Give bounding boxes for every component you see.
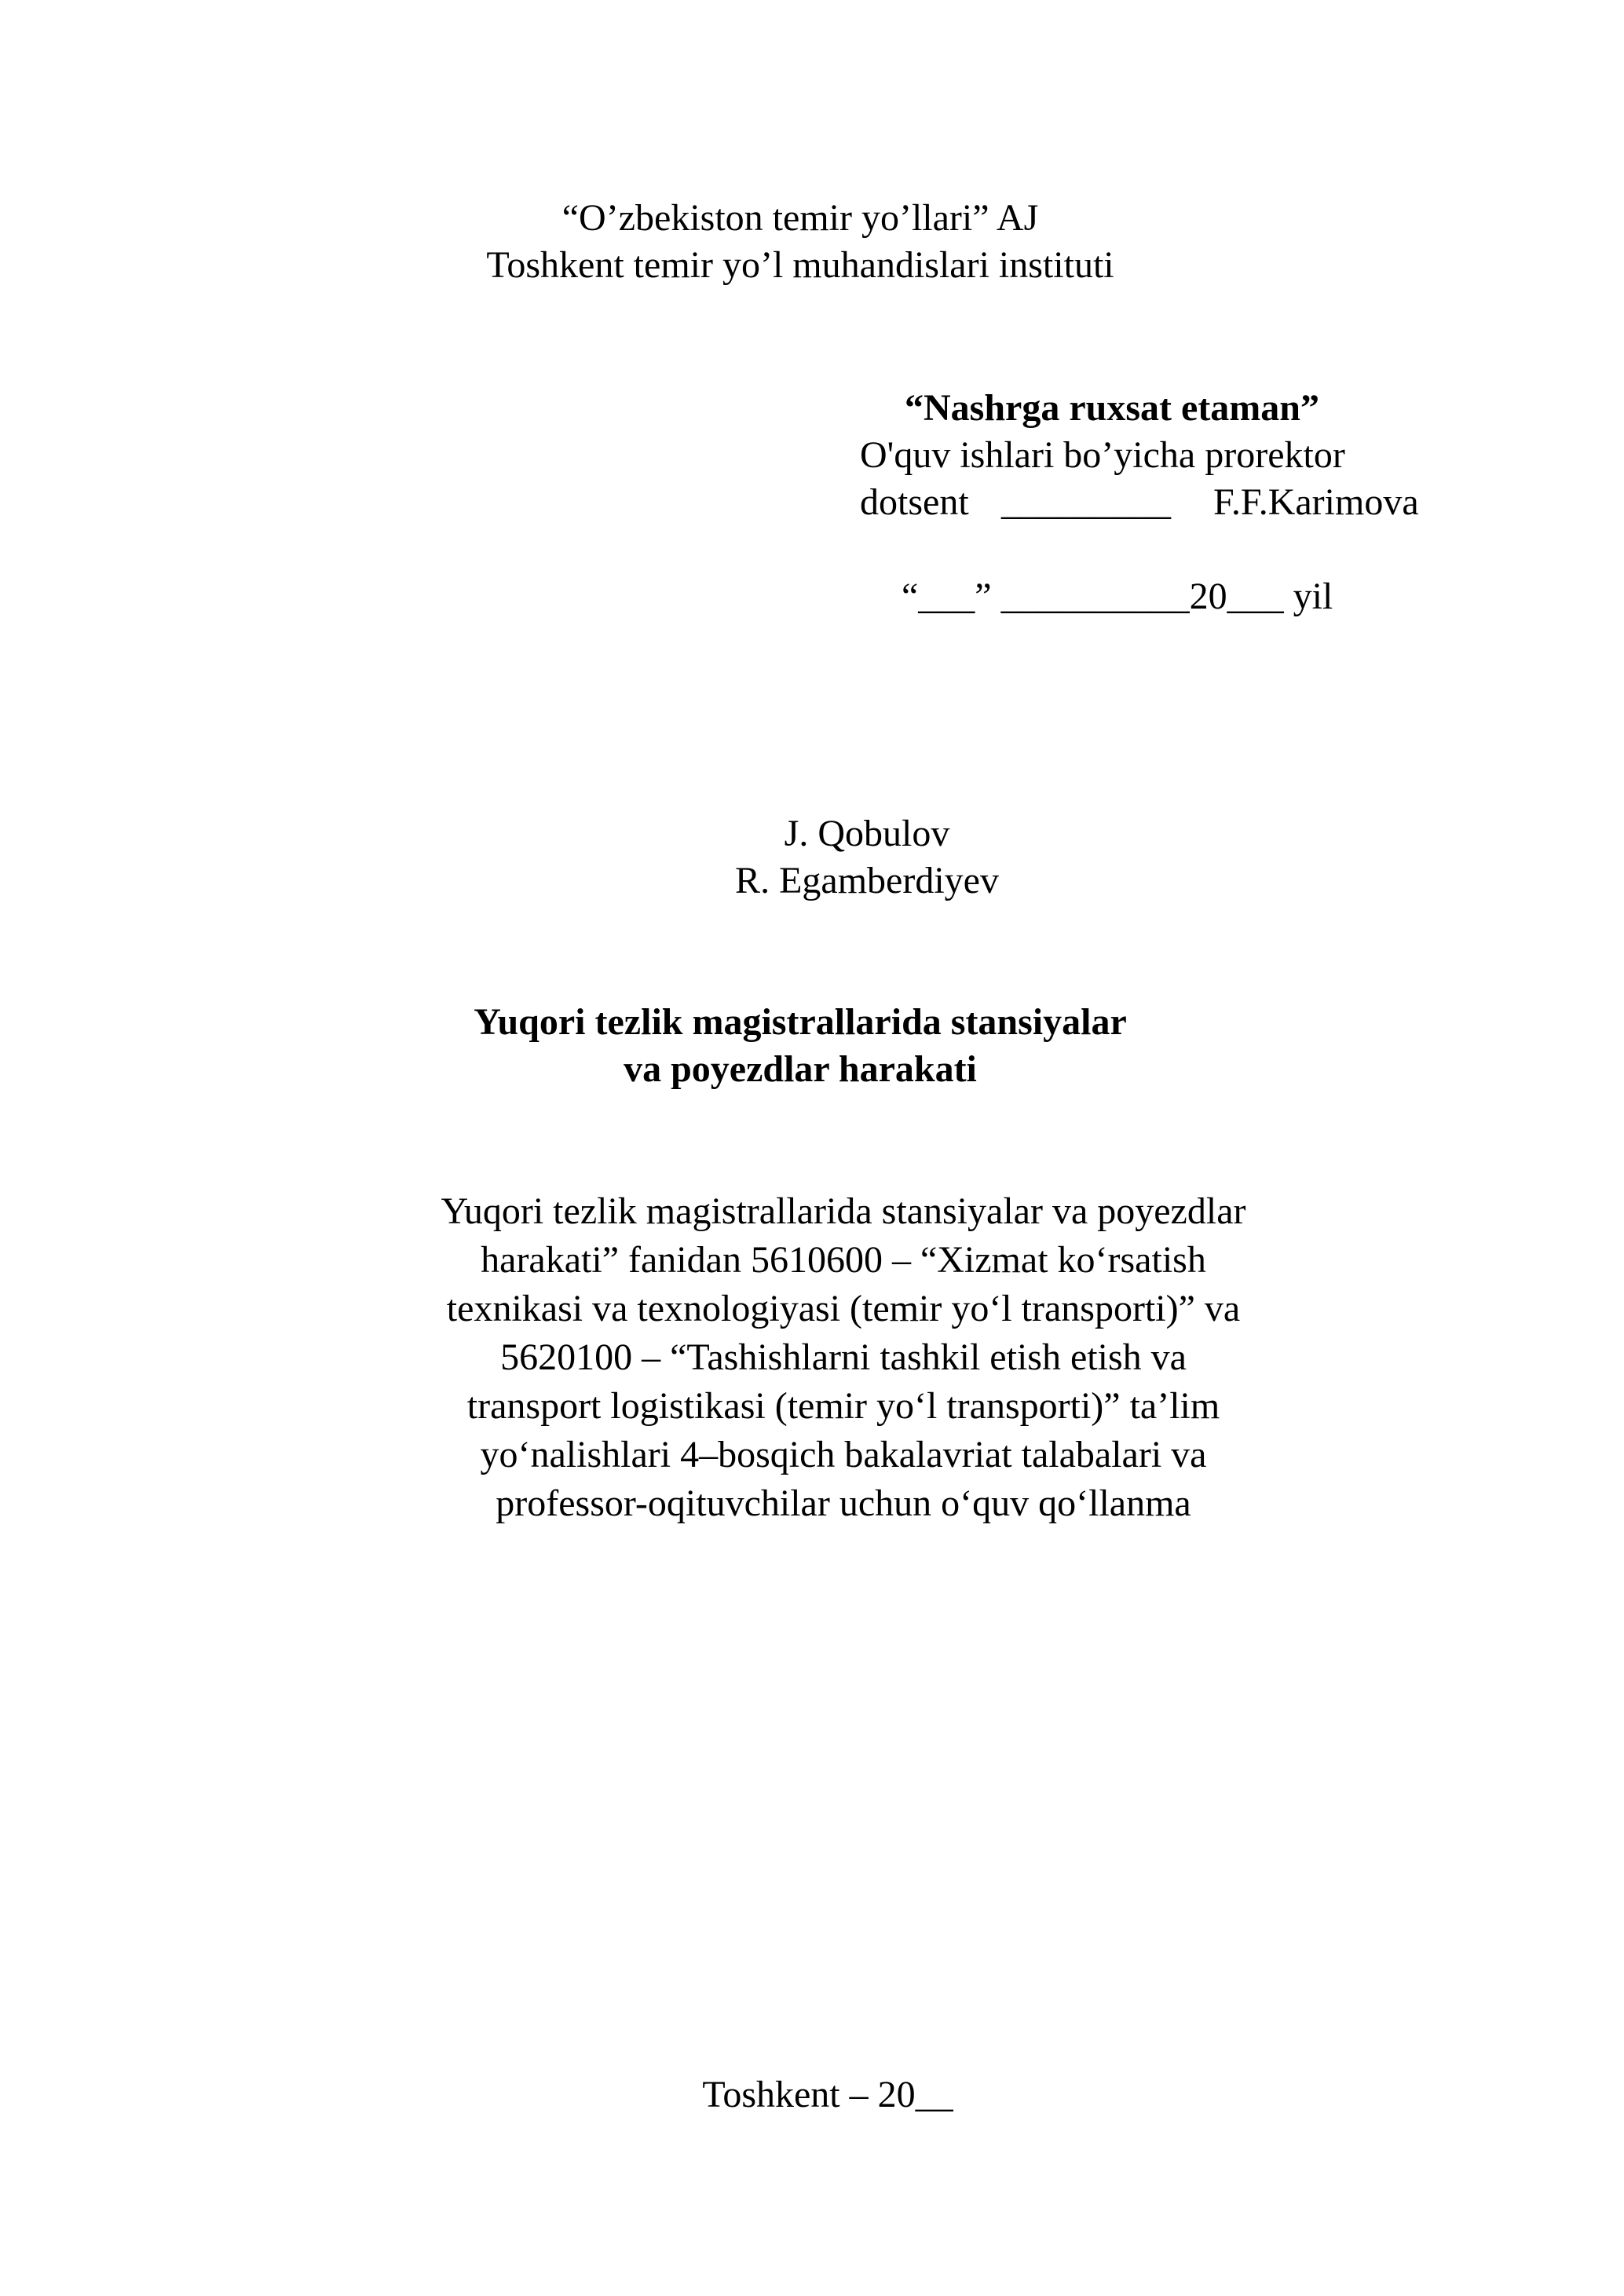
footer-city-year: Toshkent – 20__ [702,2074,953,2115]
description-line: Yuqori tezlik magistrallarida stansiyalar va poyezdlar [441,1190,1246,1232]
organization-name: “O’zbekiston temir yo’llari” AJ [561,197,1039,239]
description-line: professor-oqituvchilar uchun o‘quv qo‘llanma [496,1483,1191,1524]
description-line: texnikasi va texnologiyasi (temir yo‘l transporti)” va [446,1288,1241,1329]
approval-role: O'quv ishlari bo’yicha prorektor [860,434,1345,476]
description-line: harakati” fanidan 5610600 – “Xizmat ko‘rsatish [481,1239,1206,1281]
approval-rank: dotsent [860,481,969,523]
description-line: yo‘nalishlari 4–bosqich bakalavriat talabalari va [480,1434,1207,1475]
approval-title: “Nashrga ruxsat etaman” [905,387,1319,429]
description-line: transport logistikasi (temir yo‘l transporti)” ta’lim [466,1385,1220,1427]
author-name: J. Qobulov [784,813,950,854]
signature-line: _________ [1001,481,1171,523]
document-title-line: va poyezdlar harakati [624,1048,977,1090]
document-title-line: Yuqori tezlik magistrallarida stansiyalar [474,1001,1127,1043]
approval-date-line: “___” __________20___ yil [902,576,1333,617]
description-line: 5620100 – “Tashishlarni tashkil etish etish va [500,1336,1187,1378]
institute-name: Toshkent temir yo’l muhandislari instituti [486,244,1114,286]
approver-name: F.F.Karimova [1213,481,1419,523]
author-name: R. Egamberdiyev [735,860,999,901]
